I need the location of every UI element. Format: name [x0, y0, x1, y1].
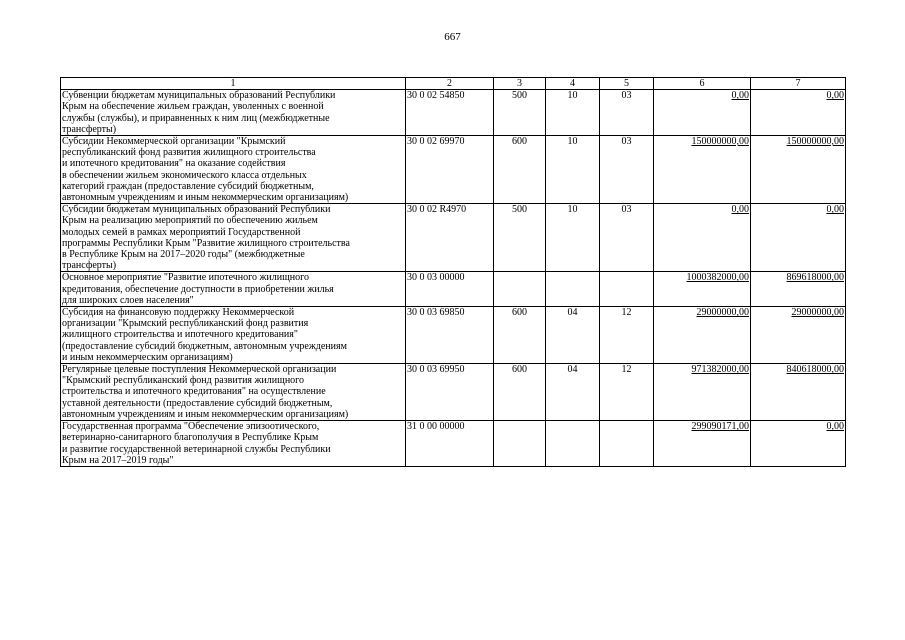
expense-type-cell: 600	[494, 307, 546, 364]
budget-table	[60, 77, 846, 467]
item-name-line: программы Республики Крым "Развитие жилищного строительства	[62, 237, 350, 249]
target-code-cell: 30 0 02 54850	[406, 90, 494, 136]
amount-year2-cell: 0,00	[751, 204, 846, 272]
item-name-line: организации "Крымский республиканский фонд развития	[62, 318, 309, 330]
section-cell: 10	[546, 204, 600, 272]
subsection-cell: 03	[600, 90, 654, 136]
item-name-cell	[61, 307, 406, 364]
column-number-header: 4	[546, 78, 600, 90]
item-name-line: службы (службы), и приравненных к ним лиц (межбюджетные	[62, 112, 330, 124]
page-number: 667	[444, 31, 461, 43]
section-cell	[546, 421, 600, 467]
item-name-line: Регулярные целевые поступления Некоммерческой организации	[62, 364, 337, 376]
target-code-cell: 30 0 02 R4970	[406, 204, 494, 272]
subsection-cell: 12	[600, 307, 654, 364]
expense-type-cell: 600	[494, 136, 546, 204]
column-number-header: 6	[654, 78, 751, 90]
column-number-header: 5	[600, 78, 654, 90]
item-name-line: (предоставление субсидий бюджетным, автономным учреждениям	[62, 340, 347, 352]
item-name-line: в обеспечении жильем экономического класса отдельных	[62, 169, 307, 181]
item-name-cell	[61, 136, 406, 204]
table-row	[61, 272, 846, 307]
column-number-header: 3	[494, 78, 546, 90]
target-code-cell: 30 0 03 69850	[406, 307, 494, 364]
column-number-header: 1	[61, 78, 406, 90]
item-name-line: "Крымский республиканский фонд развития жилищного	[62, 375, 305, 387]
item-name-line: Государственная программа "Обеспечение эпизоотического,	[62, 421, 320, 433]
expense-type-cell: 500	[494, 90, 546, 136]
amount-year2-cell: 0,00	[751, 90, 846, 136]
subsection-cell: 03	[600, 204, 654, 272]
amount-year2-cell: 869618000,00	[751, 272, 846, 307]
section-cell: 04	[546, 364, 600, 421]
item-name-line: республиканский фонд развития жилищного строительства	[62, 147, 316, 159]
item-name-line: автономным учреждениям и иным некоммерческим организациям)	[62, 192, 349, 204]
item-name-line: категорий граждан (предоставление субсидий бюджетным,	[62, 180, 314, 192]
section-cell: 10	[546, 90, 600, 136]
subsection-cell: 03	[600, 136, 654, 204]
item-name-line: Субсидии бюджетам муниципальных образований Республики	[62, 204, 331, 216]
item-name-cell	[61, 90, 406, 136]
amount-year1-cell: 299090171,00	[654, 421, 751, 467]
item-name-line: Субсидия на финансовую поддержку Некоммерческой	[62, 307, 295, 319]
item-name-line: ветеринарно-санитарного благополучия в Республике Крым	[62, 432, 319, 444]
amount-year1-cell: 29000000,00	[654, 307, 751, 364]
table-row	[61, 307, 846, 364]
item-name-line: и развитие государственной ветеринарной службы Республики	[62, 443, 331, 455]
table-row	[61, 421, 846, 467]
item-name-line: автономным учреждениям и иным некоммерческим организациям)	[62, 408, 349, 420]
item-name-line: для широких слоев населения"	[62, 294, 194, 306]
item-name-line: уставной деятельности (предоставление субсидий бюджетным,	[62, 397, 333, 409]
item-name-cell	[61, 272, 406, 307]
item-name-line: Крым на обеспечение жильем граждан, уволенных с военной	[62, 101, 324, 113]
column-number-row	[61, 78, 846, 90]
amount-year2-cell: 150000000,00	[751, 136, 846, 204]
subsection-cell	[600, 421, 654, 467]
table-row	[61, 90, 846, 136]
item-name-cell	[61, 364, 406, 421]
amount-year2-cell: 29000000,00	[751, 307, 846, 364]
item-name-line: трансферты)	[62, 123, 117, 135]
subsection-cell: 12	[600, 364, 654, 421]
amount-year1-cell: 0,00	[654, 204, 751, 272]
expense-type-cell: 500	[494, 204, 546, 272]
amount-year1-cell: 1000382000,00	[654, 272, 751, 307]
item-name-cell	[61, 204, 406, 272]
subsection-cell	[600, 272, 654, 307]
column-number-header: 7	[751, 78, 846, 90]
item-name-line: трансферты)	[62, 260, 117, 272]
target-code-cell: 30 0 03 00000	[406, 272, 494, 307]
item-name-line: в Республике Крым на 2017–2020 годы" (межбюджетные	[62, 249, 305, 261]
item-name-line: Субсидии Некоммерческой организации "Крымский	[62, 136, 286, 148]
section-cell	[546, 272, 600, 307]
item-name-line: строительства и ипотечного кредитования" на осуществление	[62, 386, 326, 398]
section-cell: 10	[546, 136, 600, 204]
column-number-header: 2	[406, 78, 494, 90]
table-row	[61, 136, 846, 204]
amount-year1-cell: 150000000,00	[654, 136, 751, 204]
item-name-line: Основное мероприятие "Развитие ипотечного жилищного	[62, 272, 310, 284]
expense-type-cell	[494, 272, 546, 307]
amount-year2-cell: 0,00	[751, 421, 846, 467]
item-name-line: молодых семей в рамках мероприятий Государственной	[62, 226, 301, 238]
item-name-line: кредитования, обеспечение доступности в приобретении жилья	[62, 283, 334, 295]
amount-year2-cell: 840618000,00	[751, 364, 846, 421]
target-code-cell: 30 0 03 69950	[406, 364, 494, 421]
item-name-line: и ипотечного кредитования" на оказание содействия	[62, 158, 286, 170]
item-name-line: Субвенции бюджетам муниципальных образований Республики	[62, 90, 336, 102]
item-name-line: жилищного строительства и ипотечного кредитования"	[62, 329, 298, 341]
section-cell: 04	[546, 307, 600, 364]
expense-type-cell	[494, 421, 546, 467]
amount-year1-cell: 0,00	[654, 90, 751, 136]
item-name-line: Крым на реализацию мероприятий по обеспечению жильем	[62, 215, 318, 227]
item-name-line: и иным некоммерческим организациям)	[62, 351, 233, 363]
table-row	[61, 204, 846, 272]
item-name-line: Крым на 2017–2019 годы"	[62, 454, 174, 466]
table-row	[61, 364, 846, 421]
amount-year1-cell: 971382000,00	[654, 364, 751, 421]
expense-type-cell: 600	[494, 364, 546, 421]
target-code-cell: 30 0 02 69970	[406, 136, 494, 204]
item-name-cell	[61, 421, 406, 467]
target-code-cell: 31 0 00 00000	[406, 421, 494, 467]
